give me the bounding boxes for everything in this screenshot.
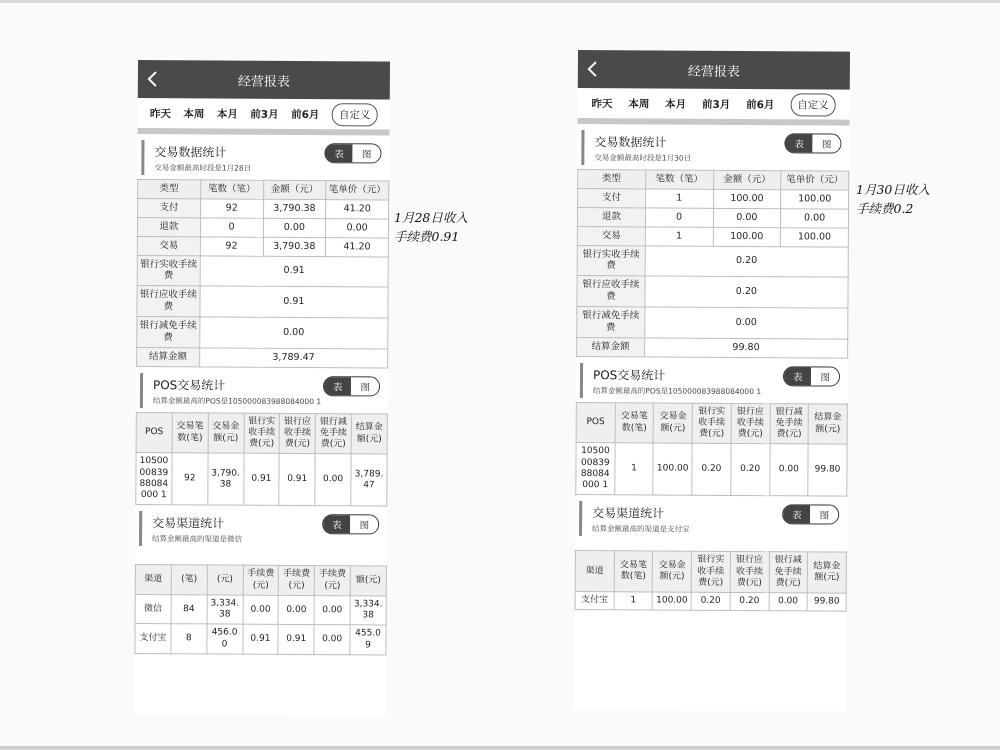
report-screenshot-left	[134, 60, 390, 717]
amount-cell: 100.00	[713, 227, 781, 246]
fee-value: 0.91	[200, 286, 388, 318]
unit-price-cell: 0.00	[781, 208, 849, 227]
view-toggle	[324, 143, 381, 163]
count-cell: 0	[645, 208, 713, 227]
column-header: 结算金额(元)	[807, 552, 846, 593]
column-header: POS	[136, 412, 172, 453]
period-yesterday[interactable]: 昨天	[149, 107, 171, 120]
fee-row	[577, 306, 848, 338]
view-toggle	[322, 515, 379, 535]
actual-fee-cell: 0.20	[692, 444, 731, 496]
unit-price-cell: 100.00	[781, 190, 849, 209]
table-row	[575, 592, 846, 612]
fee-row	[577, 276, 848, 308]
section-subtitle: 交易金额最高时段是1月30日	[594, 153, 692, 163]
fee-label: 银行实收手续费	[577, 245, 645, 276]
view-toggle	[784, 133, 841, 153]
pos-stats-table	[575, 402, 848, 497]
toggle-chart[interactable]: 图	[813, 134, 841, 152]
unit-price-cell: 100.00	[781, 227, 849, 246]
view-toggle	[782, 505, 839, 525]
page-edge-top	[0, 0, 1000, 3]
table-row	[577, 207, 848, 228]
note-line: 1月28日收入	[394, 210, 468, 225]
pos-stats-table	[135, 412, 388, 507]
count-cell: 1	[614, 592, 653, 610]
pos-id-cell: 105000083988084000 1	[136, 453, 172, 505]
back-arrow-icon[interactable]	[586, 60, 600, 78]
toggle-table[interactable]: 表	[324, 377, 352, 395]
fee-value: 3,789.47	[199, 348, 387, 368]
column-header: 银行实收手续费(元)	[244, 413, 280, 454]
section-subtitle: 结算金额最高的渠道是支付宝	[592, 524, 690, 535]
note-line: 手续费0.91	[394, 229, 460, 245]
row-label: 交易	[577, 226, 645, 245]
view-toggle	[323, 376, 380, 396]
title-bar	[578, 50, 850, 90]
fee-row	[137, 347, 388, 367]
note-line: 1月30日收入	[856, 182, 930, 197]
table-row	[137, 236, 388, 256]
column-header: 笔单价（元）	[781, 171, 849, 190]
period-yesterday[interactable]: 昨天	[591, 97, 613, 110]
period-this-week[interactable]: 本周	[183, 107, 205, 120]
section-title: 交易数据统计	[594, 135, 667, 150]
row-label: 交易	[137, 236, 200, 255]
column-header: 银行实收手续费(元)	[692, 403, 731, 444]
table-row	[578, 188, 849, 209]
column-header: 手续费(元)	[314, 566, 350, 596]
period-custom-button[interactable]: 自定义	[332, 103, 378, 126]
column-header: 金额（元）	[263, 180, 326, 199]
spacer	[135, 550, 387, 566]
toggle-chart[interactable]: 图	[351, 377, 379, 395]
column-header: 渠道	[575, 551, 614, 592]
toggle-table[interactable]: 表	[323, 516, 351, 534]
page-title: 经营报表	[237, 74, 290, 90]
channel-stats-table	[134, 564, 387, 655]
channel-cell: 微信	[135, 594, 171, 624]
amount-cell: 456.00	[207, 624, 243, 654]
actual-fee-cell: 0.91	[242, 625, 278, 655]
toggle-chart[interactable]: 图	[811, 506, 839, 524]
channel-cell: 支付宝	[135, 624, 171, 654]
column-header: 结算金额(元)	[351, 413, 387, 454]
column-header: 银行减免手续费(元)	[770, 403, 809, 444]
column-header: 金额（元）	[713, 170, 781, 189]
due-fee-cell: 0.20	[730, 593, 769, 611]
column-header: 交易笔数(笔)	[172, 412, 208, 453]
fee-label: 银行减免手续费	[137, 316, 200, 347]
amount-cell: 100.00	[652, 592, 691, 610]
period-last-3-months[interactable]: 前3月	[701, 98, 731, 111]
toggle-table[interactable]: 表	[783, 506, 811, 524]
trade-stats-header	[581, 130, 849, 167]
settle-cell: 99.80	[807, 593, 846, 611]
divider	[138, 128, 390, 136]
period-this-month[interactable]: 本月	[216, 107, 238, 121]
pos-stats-header	[580, 363, 848, 400]
row-label: 退款	[137, 217, 200, 236]
due-fee-cell: 0.91	[278, 625, 314, 655]
row-label: 支付	[578, 188, 646, 207]
report-screenshot-right	[574, 50, 850, 712]
channel-cell: 支付宝	[575, 592, 614, 610]
period-custom-button[interactable]: 自定义	[790, 93, 836, 116]
column-header: 银行应收手续费(元)	[279, 413, 315, 454]
pos-id-cell: 105000083988084000 1	[576, 443, 615, 495]
column-header: (元)	[207, 565, 243, 595]
table-row	[577, 226, 848, 247]
column-header: 银行实收手续费(元)	[691, 552, 730, 593]
trade-stats-header	[141, 140, 389, 177]
column-header: 结算金额(元)	[808, 404, 847, 445]
table-row	[135, 594, 386, 625]
section-title: 交易数据统计	[154, 145, 227, 160]
table-row	[135, 624, 386, 655]
count-cell: 1	[645, 227, 713, 246]
section-subtitle: 结算金额最高的渠道是微信	[152, 534, 243, 545]
count-cell: 84	[171, 595, 207, 625]
settle-cell: 455.09	[350, 625, 386, 655]
period-selector	[138, 98, 390, 130]
fee-label: 结算金额	[577, 337, 645, 356]
period-selector	[578, 88, 850, 120]
row-label: 支付	[138, 198, 201, 217]
unit-price-cell: 0.00	[326, 218, 389, 237]
fee-value: 0.20	[645, 245, 848, 277]
column-header: 交易金额(元)	[208, 413, 244, 454]
channel-stats-header	[139, 511, 387, 548]
due-fee-cell: 0.00	[278, 595, 314, 625]
trade-stats-table	[576, 169, 849, 358]
page-edge-bottom	[0, 746, 1000, 750]
fee-row	[137, 286, 388, 318]
section-subtitle: 结算金额最高的POS是105000083988084000 1	[592, 385, 762, 396]
divider	[578, 118, 850, 126]
column-header: 交易金额(元)	[654, 403, 693, 444]
fee-row	[137, 316, 388, 348]
table-row	[138, 198, 389, 218]
channel-stats-table	[575, 550, 847, 612]
column-header: 笔单价（元）	[326, 181, 389, 200]
waived-fee-cell: 0.00	[769, 593, 808, 611]
handwritten-note-right	[856, 180, 930, 219]
fee-value: 99.80	[644, 338, 847, 358]
toggle-table[interactable]: 表	[785, 134, 813, 152]
count-cell: 92	[172, 453, 208, 505]
column-header: 银行减免手续费(元)	[315, 413, 351, 454]
title-bar	[138, 60, 390, 100]
count-cell: 0	[200, 218, 263, 237]
toggle-table[interactable]: 表	[784, 367, 812, 385]
amount-cell: 0.00	[713, 208, 781, 227]
period-last-6-months[interactable]: 前6月	[746, 98, 775, 111]
view-toggle	[783, 366, 840, 386]
column-header: 手续费(元)	[279, 566, 315, 596]
column-header: 手续费(元)	[243, 566, 279, 596]
handwritten-note-left	[394, 208, 468, 247]
unit-price-cell: 41.20	[326, 200, 389, 219]
settle-cell: 3,334.38	[350, 596, 386, 626]
unit-price-cell: 41.20	[326, 237, 389, 256]
fee-row	[577, 337, 848, 358]
fee-value: 0.00	[644, 307, 847, 339]
fee-label: 银行应收手续费	[577, 276, 645, 307]
period-this-month[interactable]: 本月	[665, 98, 687, 111]
fee-row	[137, 255, 388, 287]
back-arrow-icon[interactable]	[146, 70, 160, 88]
toggle-chart[interactable]: 图	[811, 367, 839, 385]
trade-stats-table	[136, 179, 389, 368]
amount-cell: 3,790.38	[207, 453, 243, 505]
fee-value: 0.00	[199, 317, 387, 349]
section-title: POS交易统计	[592, 367, 666, 383]
amount-cell: 3,790.38	[263, 199, 326, 218]
column-header: 类型	[578, 170, 646, 189]
due-fee-cell: 0.91	[279, 454, 315, 506]
column-header: 交易笔数(笔)	[614, 551, 653, 592]
actual-fee-cell: 0.20	[691, 592, 730, 610]
fee-label: 银行实收手续费	[137, 255, 200, 286]
fee-row	[577, 245, 848, 277]
page-title: 经营报表	[687, 64, 740, 80]
actual-fee-cell: 0.91	[243, 454, 279, 506]
period-last-6-months[interactable]: 前6月	[291, 108, 320, 121]
table-row	[136, 453, 387, 507]
actual-fee-cell: 0.00	[243, 595, 279, 625]
column-header: 渠道	[135, 565, 171, 595]
channel-stats-header	[579, 501, 847, 538]
count-cell: 1	[645, 189, 713, 208]
period-this-week[interactable]: 本周	[628, 97, 650, 110]
column-header: POS	[576, 402, 615, 443]
toggle-chart[interactable]: 图	[353, 144, 381, 162]
column-header: (笔)	[171, 565, 207, 595]
settle-cell: 3,789.47	[351, 454, 387, 506]
fee-value: 0.20	[645, 276, 848, 308]
count-cell: 8	[171, 624, 207, 654]
fee-value: 0.91	[200, 255, 388, 287]
column-header: 银行减免手续费(元)	[769, 552, 808, 593]
fee-label: 银行应收手续费	[137, 286, 200, 317]
row-label: 退款	[577, 207, 645, 226]
pos-stats-header	[140, 373, 388, 410]
count-cell: 1	[614, 443, 653, 495]
settle-cell: 99.80	[808, 444, 847, 496]
fee-label: 银行减免手续费	[577, 306, 645, 337]
table-row	[576, 443, 847, 497]
column-header: 银行应收手续费(元)	[731, 403, 770, 444]
section-title: 交易渠道统计	[592, 506, 665, 521]
note-line: 手续费0.2	[856, 201, 914, 217]
count-cell: 92	[200, 199, 263, 218]
count-cell: 92	[200, 237, 263, 256]
amount-cell: 3,790.38	[263, 237, 326, 256]
section-title: POS交易统计	[152, 377, 226, 393]
period-last-3-months[interactable]: 前3月	[250, 108, 279, 121]
column-header: 交易金额(元)	[653, 551, 692, 592]
waived-fee-cell: 0.00	[769, 444, 808, 496]
column-header: 笔数（笔）	[645, 170, 713, 189]
amount-cell: 100.00	[653, 443, 692, 495]
fee-label: 结算金额	[137, 347, 200, 366]
amount-cell: 100.00	[713, 189, 781, 208]
section-subtitle: 结算金额最高的POS是105000083988084000 1	[152, 395, 322, 406]
column-header: 交易笔数(笔)	[615, 402, 654, 443]
waived-fee-cell: 0.00	[314, 625, 350, 655]
column-header: 银行应收手续费(元)	[730, 552, 769, 593]
column-header: 额(元)	[350, 566, 386, 596]
due-fee-cell: 0.20	[731, 444, 770, 496]
table-row	[137, 217, 388, 237]
section-subtitle: 交易金额最高时段是1月28日	[154, 163, 252, 173]
section-title: 交易渠道统计	[152, 516, 225, 531]
waived-fee-cell: 0.00	[314, 595, 350, 625]
amount-cell: 0.00	[263, 218, 326, 237]
column-header: 笔数（笔）	[200, 180, 263, 199]
toggle-chart[interactable]: 图	[351, 516, 379, 534]
waived-fee-cell: 0.00	[315, 454, 351, 506]
toggle-table[interactable]: 表	[325, 144, 353, 162]
column-header: 类型	[138, 180, 201, 199]
amount-cell: 3,334.38	[207, 595, 243, 625]
